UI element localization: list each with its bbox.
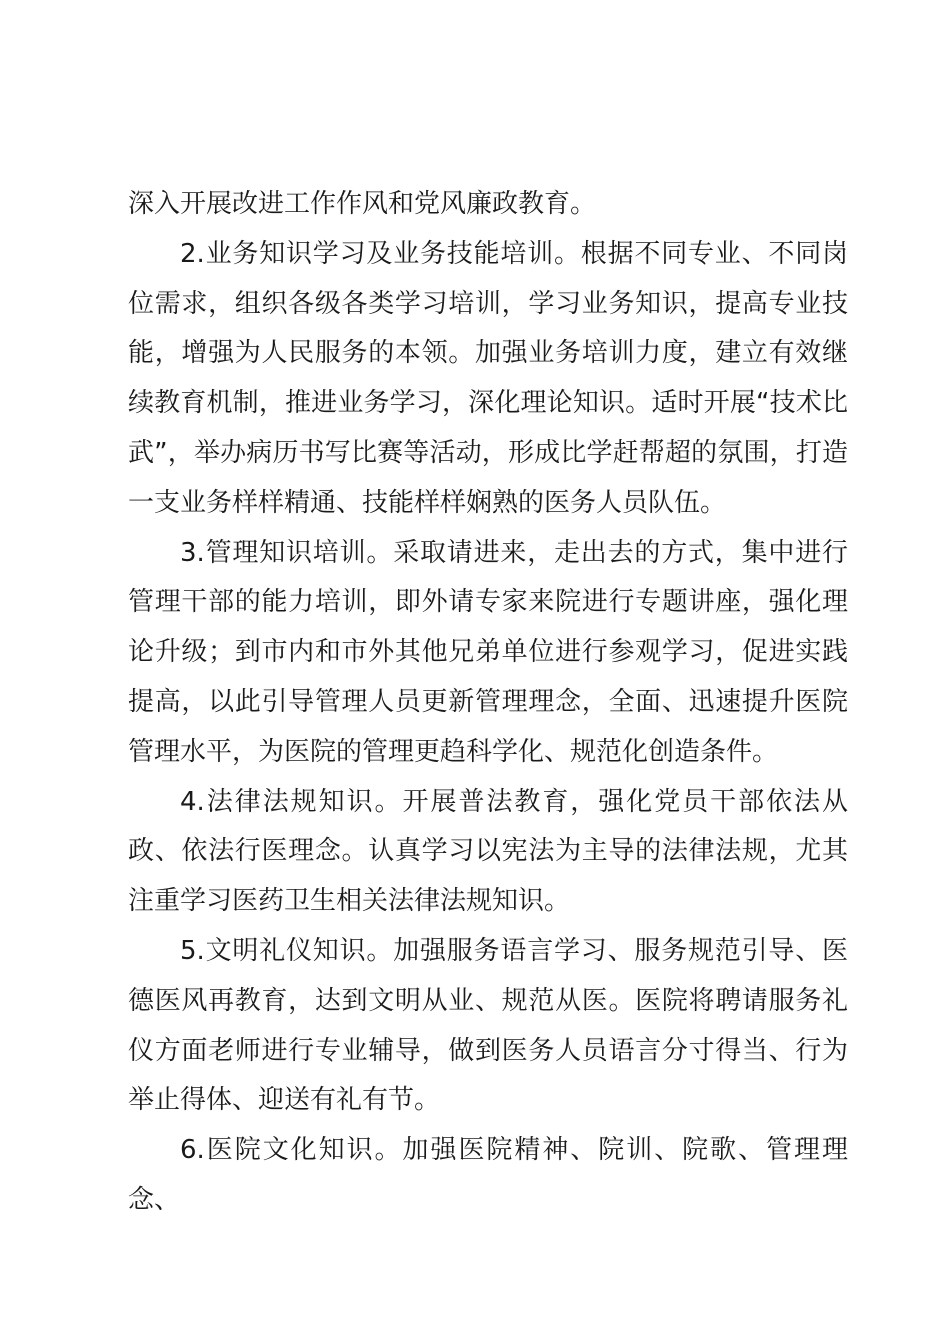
paragraph-law-knowledge: 4.法律法规知识。开展普法教育，强化党员干部依法从政、依法行医理念。认真学习以宪法为主导的法律法规，尤其注重学习医药卫生相关法律法规知识。: [128, 786, 848, 917]
paragraph-hospital-culture: 6.医院文化知识。加强医院精神、院训、院歌、管理理念、: [128, 1135, 848, 1215]
document-body: [128, 180, 848, 1226]
paragraph-etiquette-knowledge: 5.文明礼仪知识。加强服务语言学习、服务规范引导、医德医风再教育，达到文明从业、规范从医。医院将聘请服务礼仪方面老师进行专业辅导，做到医务人员语言分寸得当、行为举止得体、迎送有礼有节。: [128, 935, 848, 1116]
paragraph-management-training: 3.管理知识培训。采取请进来，走出去的方式，集中进行管理干部的能力培训，即外请专家来院进行专题讲座，强化理论升级；到市内和市外其他兄弟单位进行参观学习，促进实践提高，以此引导管理人员更新管理理念，全面、迅速提升医院管理水平，为医院的管理更趋科学化、规范化创造条件。: [128, 537, 848, 767]
paragraph-continuation: 深入开展改进工作作风和党风廉政教育。: [128, 189, 597, 219]
paragraph-business-training: 2.业务知识学习及业务技能培训。根据不同专业、不同岗位需求，组织各级各类学习培训，学习业务知识，提高专业技能，增强为人民服务的本领。加强业务培训力度，建立有效继续教育机制，推进业务学习，深化理论知识。适时开展“技术比武”，举办病历书写比赛等活动，形成比学赶帮超的氛围，打造一支业务样样精通、技能样样娴熟的医务人员队伍。: [128, 238, 848, 518]
